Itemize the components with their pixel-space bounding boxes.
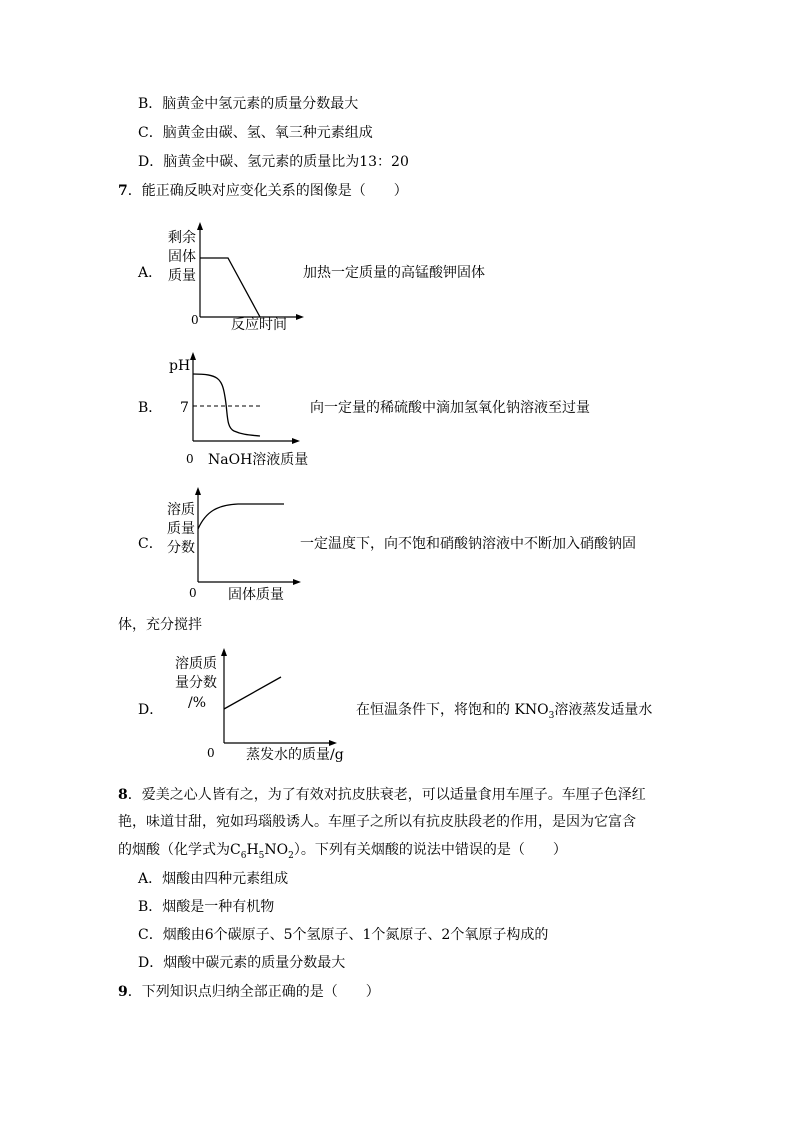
q6-option-b: B．脑黄金中氢元素的质量分数最大	[138, 96, 359, 112]
graph-d-xlabel: 蒸发水的质量/g	[246, 747, 344, 763]
graph-b-x-arrow	[292, 438, 300, 444]
q7-d-description	[356, 700, 652, 726]
graph-a-ylabel-1: 剩余	[168, 230, 196, 246]
graph-b-ylabel: pH	[169, 358, 191, 374]
q7-b-letter: B．	[138, 400, 163, 416]
graph-d-ylabel-2: 量分数	[175, 675, 217, 691]
q7-d-desc-post: 溶液蒸发适量水	[554, 702, 653, 718]
graph-c-y-arrow	[195, 487, 201, 495]
graph-d-ylabel-1: 溶质质	[175, 656, 217, 672]
graph-d-y-arrow	[221, 648, 227, 656]
graph-b-xlabel: NaOH溶液质量	[208, 452, 309, 468]
graph-c-xlabel: 固体质量	[228, 587, 284, 603]
q8-option-d: D．烟酸中碳元素的质量分数最大	[138, 955, 346, 971]
graph-d-x-arrow	[329, 740, 337, 746]
q7-a-letter: A．	[138, 265, 163, 281]
graph-b-y-arrow	[190, 352, 196, 360]
q7-a-description: 加热一定质量的高锰酸钾固体	[303, 265, 485, 281]
q8-number: 8	[118, 787, 128, 803]
q7-c-description: 一定温度下，向不饱和硝酸钠溶液中不断加入硝酸钠固	[300, 536, 636, 552]
q7-stem	[118, 181, 408, 201]
graph-c-ylabel-3: 分数	[167, 540, 195, 556]
q8-stem-text1: ．爱美之心人皆有之，为了有效对抗皮肤衰老，可以适量食用车厘子。车厘子色泽红	[127, 787, 646, 803]
graph-d-origin: 0	[207, 746, 215, 760]
graph-c-curve	[198, 504, 284, 529]
formula-c-sub: 6	[240, 850, 247, 861]
q6-option-d: D．脑黄金中碳、氢元素的质量比为13：20	[138, 154, 409, 170]
graph-c-ylabel-2: 质量	[167, 521, 195, 537]
graph-b-origin: 0	[186, 452, 194, 466]
graph-a-xlabel: 反应时间	[231, 317, 287, 333]
graph-d-curve	[224, 677, 281, 709]
q8-stem-pre: 的烟酸（化学式为C	[118, 842, 241, 858]
q8-option-a: A．烟酸由四种元素组成	[138, 871, 289, 887]
q7-c-letter: C．	[138, 536, 163, 552]
q7-c-description-cont: 体，充分搅拌	[118, 617, 202, 633]
graph-b-tick-7: 7	[180, 400, 189, 416]
graph-a-y-arrow	[197, 222, 203, 230]
graph-a-ylabel-2: 固体	[168, 249, 196, 265]
graph-d-ylabel-3: /%	[188, 695, 207, 711]
graph-b-curve	[193, 374, 260, 436]
graph-a-curve	[200, 258, 260, 317]
formula-no: NO	[264, 842, 289, 858]
graph-c-x-arrow	[293, 579, 301, 585]
q8-stem-line1	[118, 785, 646, 805]
formula-h-sub: 5	[258, 850, 265, 861]
q8-option-b: B．烟酸是一种有机物	[138, 899, 275, 915]
graph-a	[190, 222, 305, 322]
q7-d-desc-pre: 在恒温条件下，将饱和的 KNO	[356, 702, 549, 718]
formula-h: H	[246, 842, 259, 858]
graph-c-ylabel-1: 溶质	[167, 502, 195, 518]
graph-b	[188, 352, 303, 447]
q7-d-desc-sub: 3	[548, 710, 555, 721]
q8-stem-line2: 艳，味道甘甜，宛如玛瑙般诱人。车厘子之所以有抗皮肤段老的作用，是因为它富含	[118, 814, 636, 830]
graph-a-ylabel-3: 质量	[168, 268, 196, 284]
q7-number: 7	[118, 183, 128, 199]
q9-stem	[118, 982, 380, 1002]
graph-a-origin: 0	[191, 313, 199, 327]
graph-a-x-arrow	[296, 314, 304, 320]
q7-d-letter: D．	[138, 702, 164, 718]
q8-stem-post: ）。下列有关烟酸的说法中错误的是（ ）	[293, 842, 567, 858]
graph-d	[218, 648, 340, 748]
q8-stem-line3	[118, 840, 567, 866]
q8-option-c: C．烟酸由6个碳原子、5个氢原子、1个氮原子、2个氧原子构成的	[138, 927, 549, 943]
q6-option-c: C．脑黄金由碳、氢、氧三种元素组成	[138, 125, 373, 141]
q9-number: 9	[118, 984, 128, 1000]
q7-b-description: 向一定量的稀硫酸中滴加氢氧化钠溶液至过量	[310, 400, 590, 416]
graph-c-origin: 0	[189, 586, 197, 600]
q9-stem-text: ．下列知识点归纳全部正确的是（ ）	[127, 984, 380, 1000]
formula-o-sub: 2	[288, 850, 294, 861]
q7-stem-text: ．能正确反映对应变化关系的图像是（ ）	[127, 183, 408, 199]
graph-c	[192, 487, 304, 587]
